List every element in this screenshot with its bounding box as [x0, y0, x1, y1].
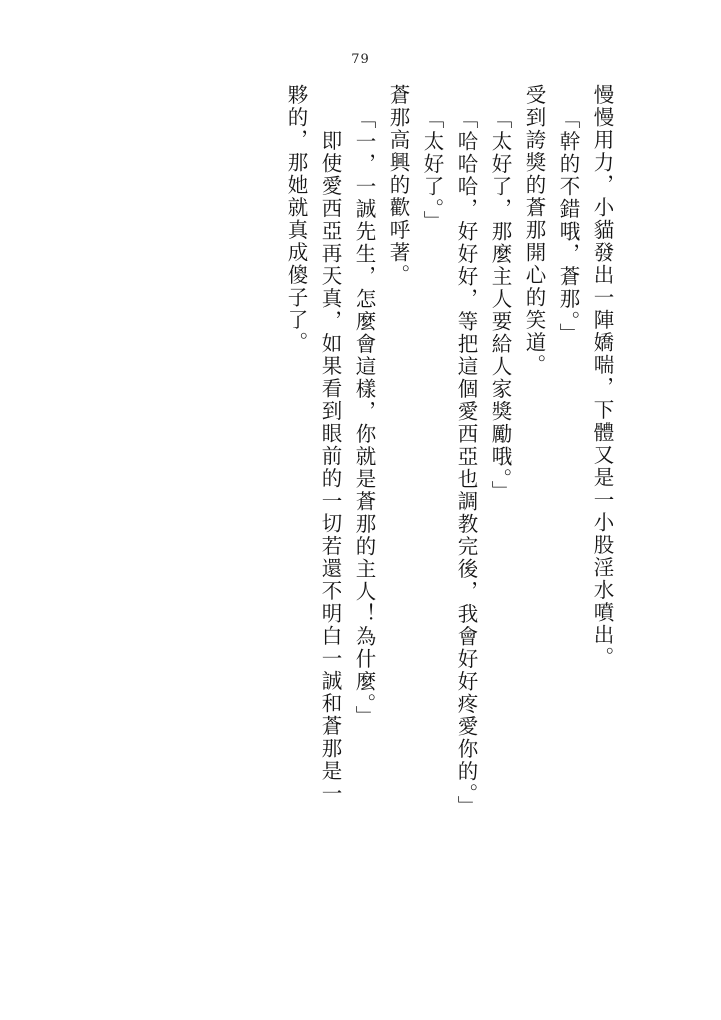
- text-line: 慢慢用力，小貓發出一陣嬌喘，下體又是一小股淫水噴出。: [590, 84, 614, 669]
- text-line: 夥的，那她就真成傻子了。: [284, 84, 308, 354]
- text-line: 受到誇獎的蒼那開心的笑道。: [522, 84, 546, 377]
- text-line: 即使愛西亞再天真，如果看到眼前的一切若還不明白一誠和蒼那是一: [318, 130, 342, 805]
- text-line: 「一，一誠先生，怎麼會這樣，你就是蒼那的主人！為什麼。」: [352, 108, 376, 728]
- text-line: 「幹的不錯哦，蒼那。」: [556, 108, 580, 346]
- page-number: 79: [351, 52, 370, 67]
- body-text-block: [112, 84, 612, 934]
- text-line: 「哈哈哈，好好好，等把這個愛西亞也調教完後，我會好好疼愛你的。」: [454, 108, 478, 818]
- text-line: 「太好了，那麼主人要給人家獎勵哦。」: [488, 108, 512, 503]
- text-line: 「太好了。」: [420, 108, 444, 233]
- text-line: 蒼那高興的歡呼著。: [386, 84, 410, 287]
